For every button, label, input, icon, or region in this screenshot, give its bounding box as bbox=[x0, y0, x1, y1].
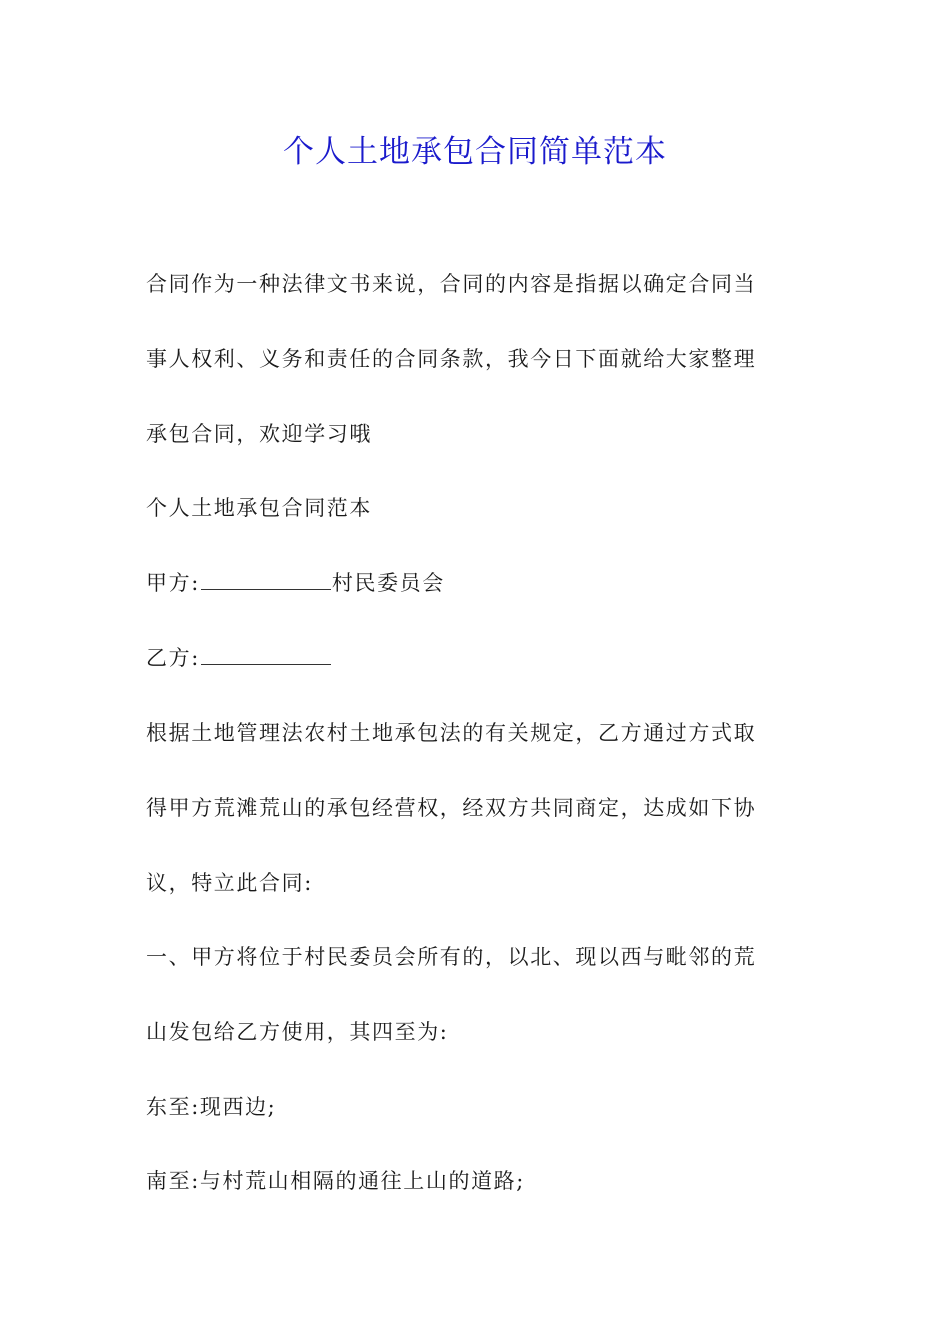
party-b-blank bbox=[201, 642, 331, 665]
party-b-line bbox=[146, 642, 826, 674]
basis-line-3: 议，特立此合同: bbox=[146, 871, 313, 895]
contract-subtitle: 个人土地承包合同范本 bbox=[146, 496, 372, 520]
intro-line-3: 承包合同，欢迎学习哦 bbox=[146, 422, 372, 446]
party-a-line bbox=[146, 567, 826, 599]
basis-line-1: 根据土地管理法农村土地承包法的有关规定，乙方通过方式取 bbox=[146, 721, 757, 745]
party-a-suffix: 村民委员会 bbox=[331, 571, 445, 595]
boundary-south: 南至:与村荒山相隔的通往上山的道路; bbox=[146, 1169, 525, 1193]
boundary-east: 东至:现西边; bbox=[146, 1095, 277, 1119]
clause-one-line-2: 山发包给乙方使用，其四至为: bbox=[146, 1020, 449, 1044]
clause-one-line-1: 一、甲方将位于村民委员会所有的，以北、现以西与毗邻的荒 bbox=[146, 945, 757, 969]
party-a-blank bbox=[201, 567, 331, 590]
document-title: 个人土地承包合同简单范本 bbox=[283, 134, 667, 170]
party-a-label: 甲方: bbox=[146, 571, 200, 595]
intro-line-2: 事人权利、义务和责任的合同条款，我今日下面就给大家整理 bbox=[146, 347, 757, 371]
basis-line-2: 得甲方荒滩荒山的承包经营权，经双方共同商定，达成如下协 bbox=[146, 796, 757, 820]
intro-line-1: 合同作为一种法律文书来说，合同的内容是指据以确定合同当 bbox=[146, 272, 757, 296]
party-b-label: 乙方: bbox=[146, 646, 200, 670]
